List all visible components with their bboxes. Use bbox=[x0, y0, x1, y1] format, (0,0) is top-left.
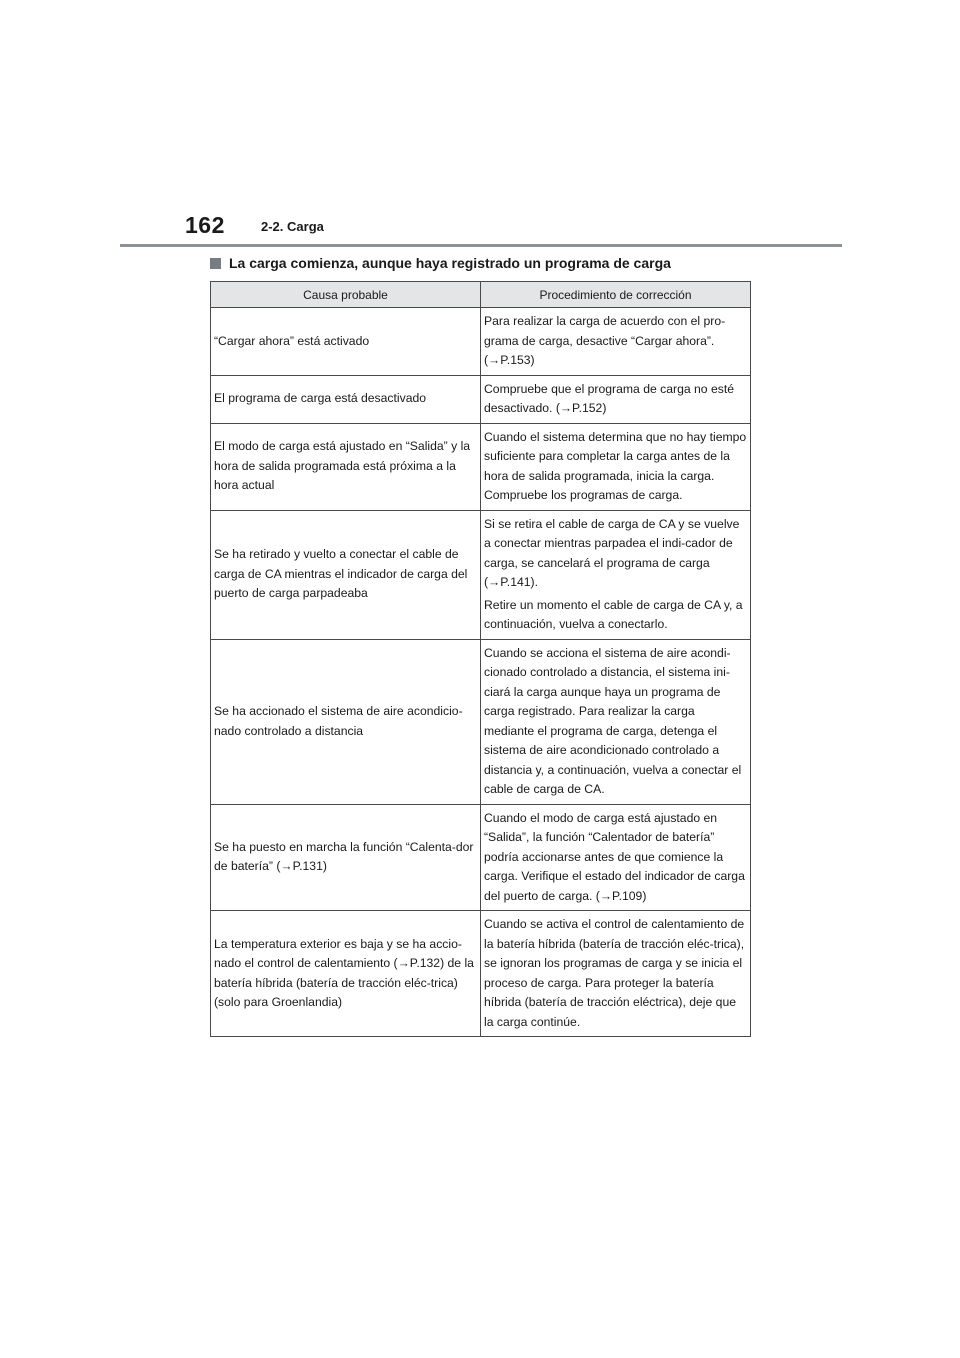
square-bullet-icon bbox=[210, 258, 221, 269]
correction-text: Para realizar la carga de acuerdo con el pro-grama de carga, desactive “Cargar ahora”. (→P.153) bbox=[484, 314, 726, 367]
cause-correction-table bbox=[210, 281, 751, 1037]
table-row bbox=[211, 510, 751, 639]
header-rule bbox=[120, 244, 842, 247]
table-row bbox=[211, 804, 751, 911]
table-row bbox=[211, 423, 751, 510]
cause-cell: La temperatura exterior es baja y se ha accio-nado el control de calentamiento (→P.132) de la batería híbrida (batería de tracción eléc-trica) (solo para Groenlandia) bbox=[211, 911, 481, 1037]
column-header-correction: Procedimiento de corrección bbox=[481, 282, 751, 308]
cause-cell: Se ha retirado y vuelto a conectar el cable de carga de CA mientras el indicador de carga del puerto de carga parpadeaba bbox=[211, 510, 481, 639]
correction-cell bbox=[481, 804, 751, 911]
cause-cell: Se ha accionado el sistema de aire acondicio-nado controlado a distancia bbox=[211, 639, 481, 804]
cause-cell: Se ha puesto en marcha la función “Calenta-dor de batería” (→P.131) bbox=[211, 804, 481, 911]
correction-cell bbox=[481, 911, 751, 1037]
cause-cell: “Cargar ahora” está activado bbox=[211, 308, 481, 376]
table-row bbox=[211, 375, 751, 423]
correction-text: Si se retira el cable de carga de CA y se vuelve a conectar mientras parpadea el indi-cador de carga, se cancelará el programa de carga (→P.141). bbox=[484, 516, 740, 589]
topic-title: La carga comienza, aunque haya registrado un programa de carga bbox=[229, 255, 671, 271]
correction-cell bbox=[481, 423, 751, 510]
page-number: 162 bbox=[185, 212, 225, 238]
cause-cell: El modo de carga está ajustado en “Salida” y la hora de salida programada está próxima a la hora actual bbox=[211, 423, 481, 510]
correction-cell bbox=[481, 510, 751, 639]
column-header-cause: Causa probable bbox=[211, 282, 481, 308]
table-row bbox=[211, 639, 751, 804]
correction-text: Cuando se activa el control de calentamiento de la batería híbrida (batería de tracción eléc-trica), se ignoran los programas de carga y se inicia el proceso de carga. Para proteger la batería híbrida (batería de tracción eléctrica), deje que la carga continúe. bbox=[484, 917, 745, 1029]
table-row bbox=[211, 308, 751, 376]
correction-cell bbox=[481, 375, 751, 423]
table-header-row bbox=[211, 282, 751, 308]
correction-text: Retire un momento el cable de carga de CA y, a continuación, vuelva a conectarlo. bbox=[484, 597, 743, 631]
correction-text: Cuando se acciona el sistema de aire acondi-cionado controlado a distancia, el sistema ini-ciará la carga aunque haya un programa de carga registrado. Para realizar la carga mediante el programa de carga, detenga el sistema de aire acondicionado controlado a distancia y, a continuación, vuelva a conectar el cable de carga de CA. bbox=[484, 645, 742, 796]
topic-heading bbox=[210, 255, 671, 271]
correction-text: Cuando el modo de carga está ajustado en “Salida”, la función “Calentador de batería” podría accionarse antes de que comience la carga. Verifique el estado del indicador de carga del puerto de carga. (→P.109) bbox=[484, 810, 745, 903]
correction-cell bbox=[481, 639, 751, 804]
section-label: 2-2. Carga bbox=[261, 219, 324, 234]
table-row bbox=[211, 911, 751, 1037]
correction-cell bbox=[481, 308, 751, 376]
correction-text: Cuando el sistema determina que no hay tiempo suficiente para completar la carga antes de la hora de salida programada, inicia la carga. Compruebe los programas de carga. bbox=[484, 429, 747, 502]
cause-cell: El programa de carga está desactivado bbox=[211, 375, 481, 423]
correction-text: Compruebe que el programa de carga no esté desactivado. (→P.152) bbox=[484, 381, 734, 415]
